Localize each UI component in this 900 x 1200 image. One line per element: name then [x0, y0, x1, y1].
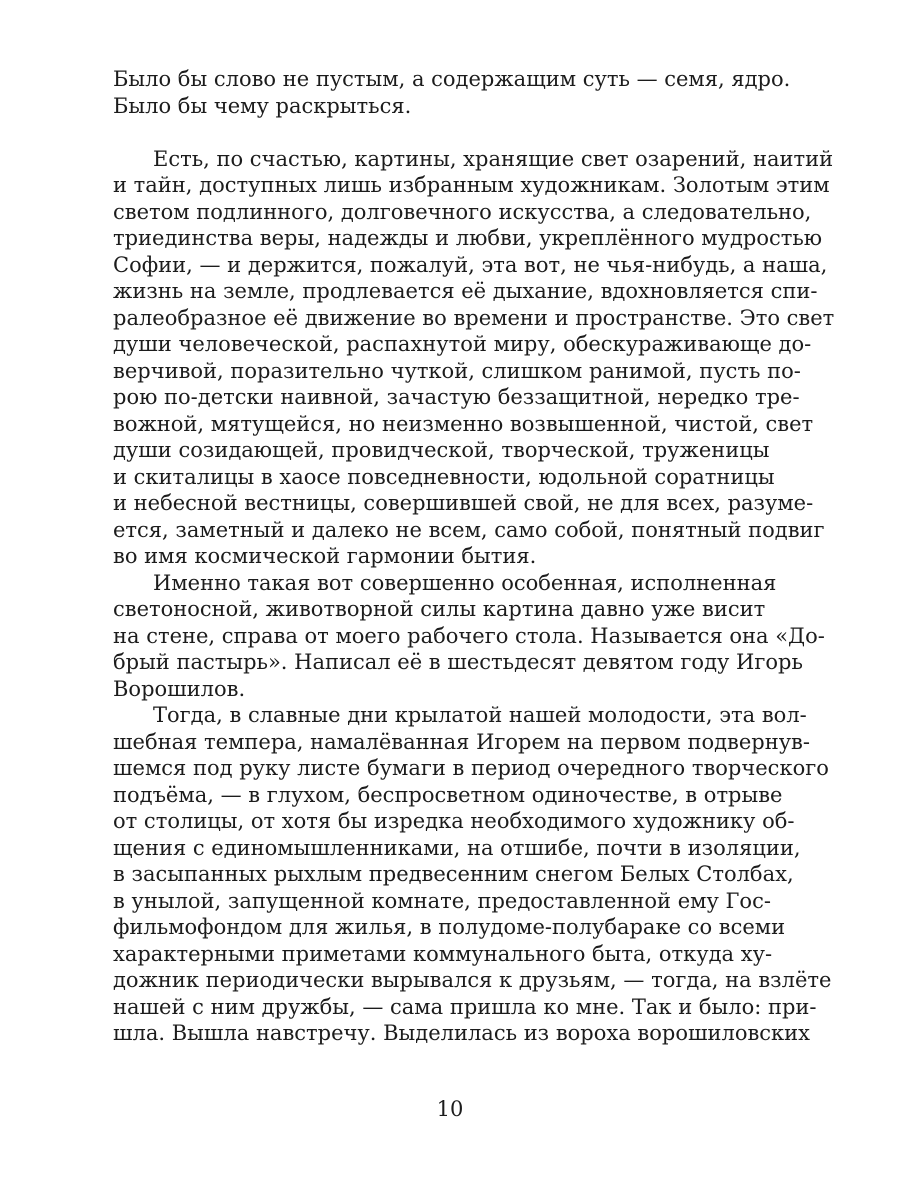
text-line: светом подлинного, долговечного искусства, а следовательно,	[113, 199, 812, 224]
text-line: и тайн, доступных лишь избранным художникам. Золотым этим	[113, 173, 830, 197]
page-number: 10	[436, 1097, 464, 1121]
text-line: Было бы слово не пустым, а содержащим суть — семя, ядро.	[113, 67, 791, 91]
text-line: подъёма, — в глухом, беспросветном одиночестве, в отрыве	[113, 782, 783, 807]
text-line: Было бы чему раскрыться.	[113, 93, 412, 118]
text-line: и скиталицы в хаосе повседневности, юдольной соратницы	[113, 464, 775, 489]
text-line: шебная темпера, намалёванная Игорем на первом подвернув-	[113, 729, 810, 754]
text-line: ралеобразное её движение во времени и пространстве. Это свет	[113, 305, 835, 330]
text-line: шемся под руку листе бумаги в период очередного творческого	[113, 756, 829, 780]
text-line: щения с единомышленниками, на отшибе, почти в изоляции,	[113, 835, 801, 860]
text-line: триединства веры, надежды и любви, укреплённого мудростью	[113, 226, 823, 250]
text-line: души человеческой, распахнутой миру, обескураживающе до-	[113, 332, 812, 356]
text-line: Ворошилов.	[113, 676, 246, 701]
text-line: в засыпанных рыхлым предвесенним снегом Белых Столбах,	[113, 862, 794, 886]
text-line: Именно такая вот совершенно особенная, исполненная	[153, 570, 777, 595]
body-text	[113, 66, 835, 1047]
text-line: Тогда, в славные дни крылатой нашей молодости, эта вол-	[153, 703, 807, 727]
text-line: шла. Вышла навстречу. Выделилась из вороха ворошиловских	[113, 1021, 811, 1045]
text-line: Софии, — и держится, пожалуй, эта вот, не чья-нибудь, а наша,	[113, 252, 828, 277]
text-line: вожной, мятущейся, но неизменно возвышенной, чистой, свет	[113, 411, 814, 436]
text-line: в унылой, запущенной комнате, предоставленной ему Гос-	[113, 888, 771, 913]
text-line: рою по-детски наивной, зачастую беззащитной, нередко тре-	[113, 385, 800, 409]
text-line: во имя космической гармонии бытия.	[113, 544, 537, 568]
text-line: Есть, по счастью, картины, хранящие свет озарений, наитий	[153, 146, 834, 171]
text-line: брый пастырь». Написал её в шестьдесят девятом году Игорь	[113, 650, 803, 674]
text-line: жизнь на земле, продлевается её дыхание, вдохновляется спи-	[113, 279, 818, 303]
text-line: ется, заметный и далеко не всем, само собой, понятный подвиг	[113, 517, 825, 542]
text-line: нашей с ним дружбы, — сама пришла ко мне. Так и было: при-	[113, 994, 817, 1019]
text-line: души созидающей, провидческой, творческой, труженицы	[113, 438, 770, 462]
text-line: характерными приметами коммунального быта, откуда ху-	[113, 941, 773, 966]
text-line: верчивой, поразительно чуткой, слишком ранимой, пусть по-	[113, 358, 801, 383]
paragraph-gap	[113, 119, 765, 146]
text-line: светоносной, животворной силы картина давно уже висит	[113, 597, 766, 621]
text-line: дожник периодически вырывался к друзьям, — тогда, на взлёте	[113, 968, 832, 992]
text-line: и небесной вестницы, совершившей свой, не для всех, разуме-	[113, 491, 814, 515]
text-line: на стене, справа от моего рабочего стола. Называется она «До-	[113, 623, 825, 648]
text-line: фильмофондом для жилья, в полудоме-полубараке со всеми	[113, 915, 786, 939]
text-line: от столицы, от хотя бы изредка необходимого художнику об-	[113, 809, 795, 833]
